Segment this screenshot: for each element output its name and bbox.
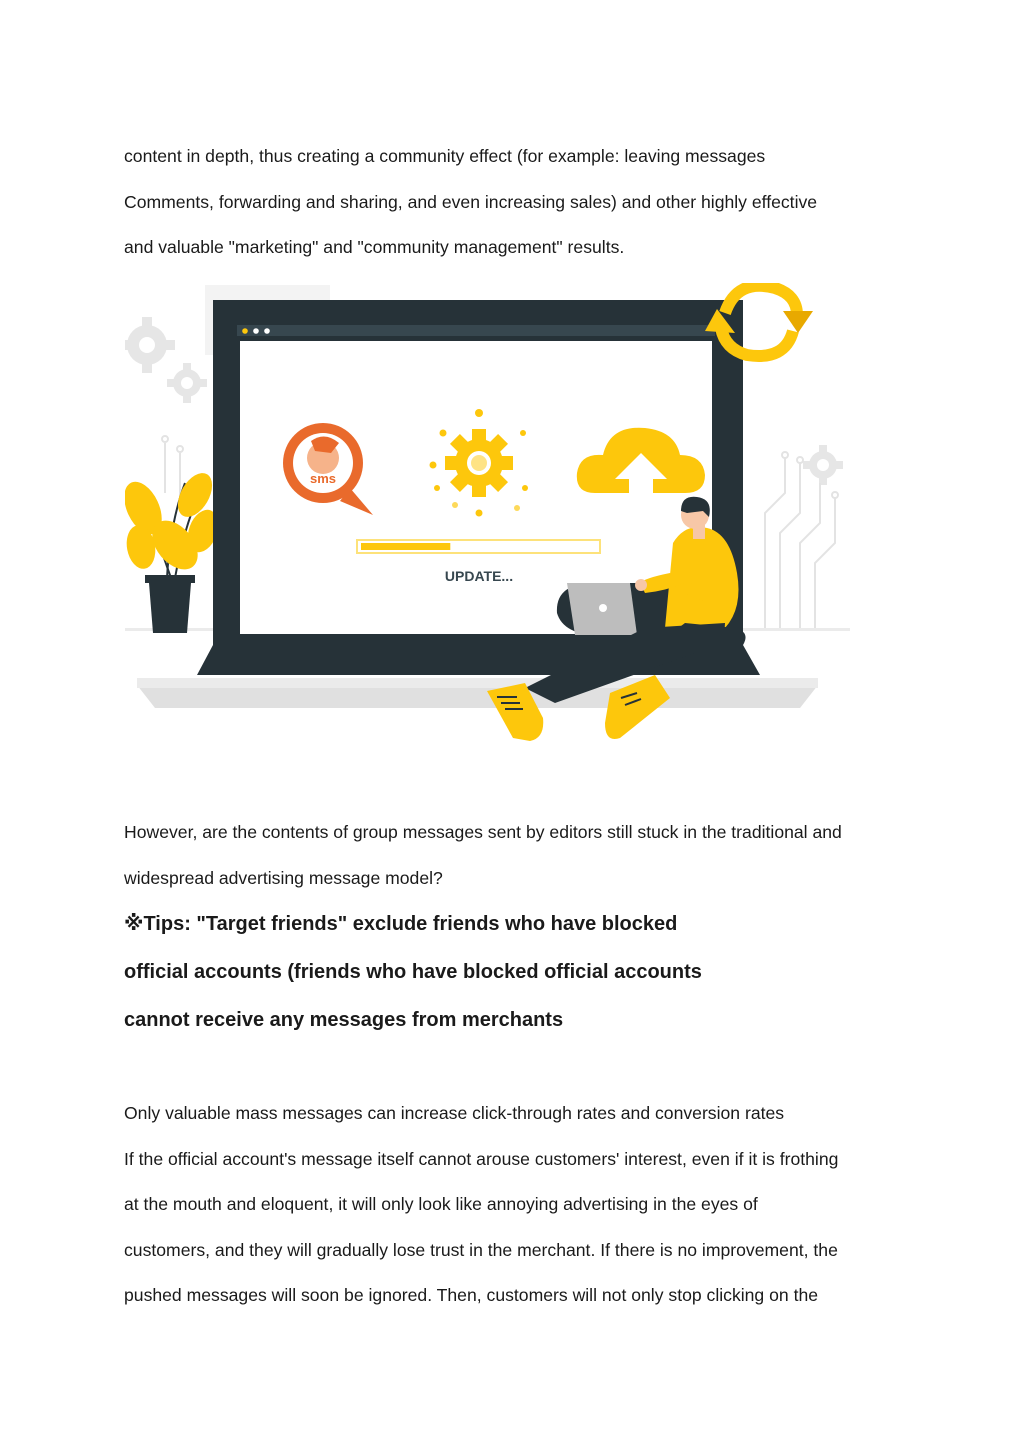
paragraph-intro <box>124 145 914 282</box>
text-line: customers, and they will gradually lose trust in the merchant. If there is no improvement, the <box>124 1239 838 1260</box>
paragraph-valuable-messages <box>124 1102 914 1330</box>
potted-plant <box>125 467 224 633</box>
laptop-base <box>137 685 818 708</box>
gear-icon <box>803 445 843 485</box>
sms-label: sms <box>309 471 337 486</box>
text-line: However, are the contents of group messages sent by editors still stuck in the traditional and <box>124 822 842 842</box>
tips-line: official accounts (friends who have blocked official accounts <box>124 961 702 983</box>
text-line: Comments, forwarding and sharing, and even increasing sales) and other highly effective <box>124 191 818 212</box>
settings-gear-icon <box>445 429 513 497</box>
text-line: If the official account's message itself cannot arouse customers' interest, even if it is frothing <box>124 1148 839 1169</box>
software-update-illustration <box>125 283 855 745</box>
text-line: widespread advertising message model? <box>124 867 443 888</box>
text-line: content in depth, thus creating a community effect (for example: leaving messages <box>124 146 766 166</box>
gear-icon <box>125 317 175 373</box>
update-progress-bar <box>357 540 600 553</box>
tips-heading <box>124 912 914 1056</box>
tips-line: cannot receive any messages from merchants <box>124 1009 564 1031</box>
tips-line: ※Tips: "Target friends" exclude friends who have blocked <box>124 913 678 935</box>
text-line: Only valuable mass messages can increase click-through rates and conversion rates <box>124 1103 785 1123</box>
paragraph-question <box>124 821 914 912</box>
update-label: UPDATE... <box>444 568 514 584</box>
gear-icon <box>167 363 207 403</box>
text-line: pushed messages will soon be ignored. Then, customers will not only stop clicking on the <box>124 1285 819 1305</box>
text-line: at the mouth and eloquent, it will only look like annoying advertising in the eyes of <box>124 1194 758 1214</box>
text-line: and valuable "marketing" and "community management" results. <box>124 237 625 257</box>
